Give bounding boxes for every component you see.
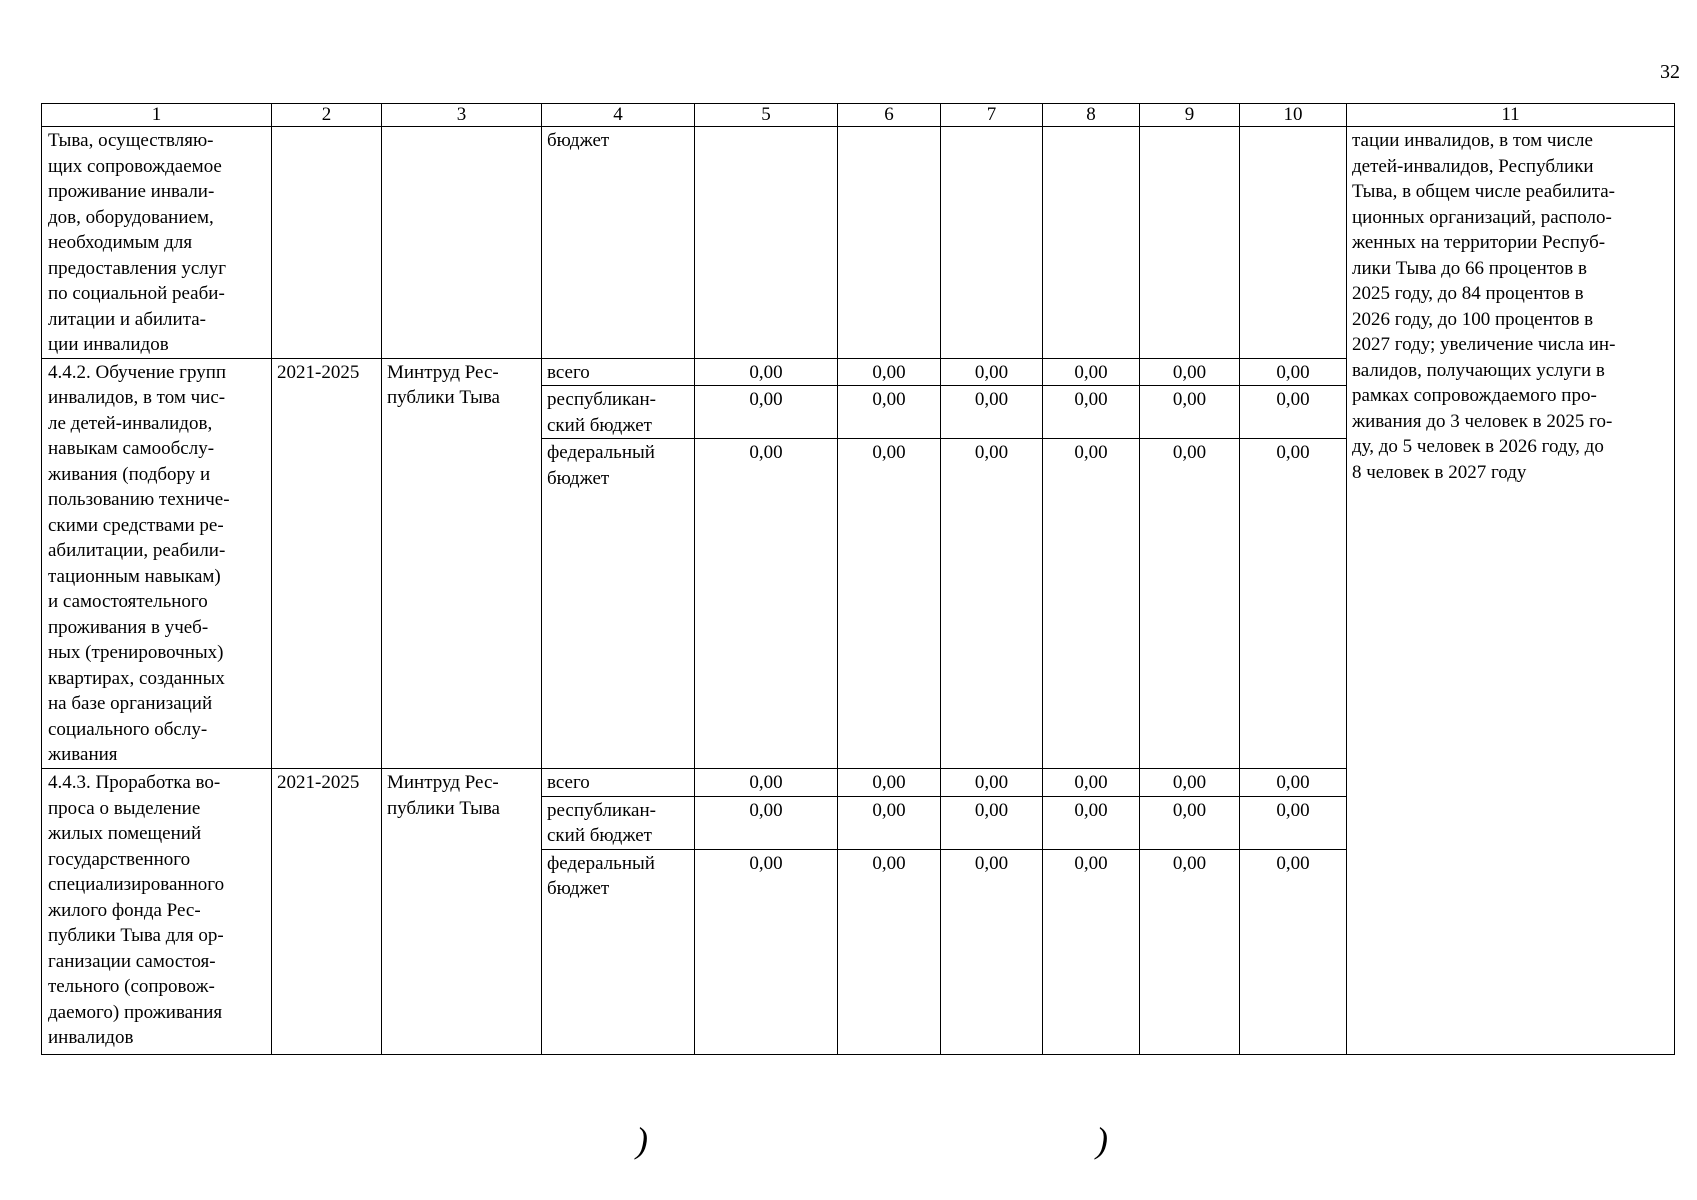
funding-source-cell: всего — [542, 358, 695, 386]
budget-table — [41, 103, 1675, 1055]
funding-source-cell: всего — [542, 769, 695, 797]
value-cell: 0,00 — [695, 386, 838, 439]
value-cell: 0,00 — [838, 386, 941, 439]
handwritten-mark: ) — [1096, 1120, 1108, 1160]
header-cell: 1 — [42, 104, 272, 127]
value-cell: 0,00 — [838, 439, 941, 769]
header-cell: 7 — [941, 104, 1043, 127]
period-cell — [272, 127, 382, 359]
funding-source-cell: бюджет — [542, 127, 695, 359]
value-cell: 0,00 — [838, 849, 941, 1054]
value-cell: 0,00 — [1140, 769, 1240, 797]
measure-name-cell: 4.4.2. Обучение групп инвалидов, в том чис- ле детей-инвалидов, навыкам самообслу- живания (подбору и пользованию техниче- скими средствами ре- абилитации, реабили- тационным навыкам) и самостоятельного проживания в учеб- ных (тренировочных) квартирах, созданных на базе организаций социального обслу- живания — [42, 358, 272, 769]
value-cell: 0,00 — [1140, 796, 1240, 849]
period-cell: 2021-2025 — [272, 358, 382, 769]
header-cell: 10 — [1240, 104, 1347, 127]
value-cell: 0,00 — [1043, 796, 1140, 849]
executor-cell — [382, 127, 542, 359]
value-cell: 0,00 — [1043, 358, 1140, 386]
value-cell: 0,00 — [695, 439, 838, 769]
header-cell: 5 — [695, 104, 838, 127]
value-cell: 0,00 — [838, 796, 941, 849]
value-cell: 0,00 — [941, 439, 1043, 769]
funding-source-cell: федеральный бюджет — [542, 849, 695, 1054]
value-cell: 0,00 — [1043, 386, 1140, 439]
value-cell: 0,00 — [1240, 439, 1347, 769]
measure-name-cell: Тыва, осуществляю- щих сопровождаемое проживание инвали- дов, оборудованием, необходимым для предоставления услуг по социальной реаби- литации и абилита- ции инвалидов — [42, 127, 272, 359]
period-cell: 2021-2025 — [272, 769, 382, 1055]
value-cell: 0,00 — [1140, 386, 1240, 439]
table-row — [42, 127, 1675, 359]
header-cell: 2 — [272, 104, 382, 127]
value-cell — [941, 127, 1043, 359]
header-cell: 8 — [1043, 104, 1140, 127]
value-cell: 0,00 — [695, 849, 838, 1054]
header-cell: 9 — [1140, 104, 1240, 127]
value-cell: 0,00 — [1240, 386, 1347, 439]
value-cell: 0,00 — [1043, 439, 1140, 769]
value-cell: 0,00 — [941, 769, 1043, 797]
funding-source-cell: федеральный бюджет — [542, 439, 695, 769]
value-cell: 0,00 — [941, 796, 1043, 849]
value-cell: 0,00 — [695, 796, 838, 849]
header-cell: 6 — [838, 104, 941, 127]
funding-source-cell: республикан- ский бюджет — [542, 796, 695, 849]
value-cell — [695, 127, 838, 359]
funding-source-cell: республикан- ский бюджет — [542, 386, 695, 439]
value-cell: 0,00 — [1240, 849, 1347, 1054]
value-cell: 0,00 — [941, 358, 1043, 386]
header-row — [42, 104, 1675, 127]
value-cell: 0,00 — [695, 769, 838, 797]
value-cell: 0,00 — [1240, 796, 1347, 849]
page-number: 32 — [1660, 61, 1680, 83]
value-cell: 0,00 — [1043, 849, 1140, 1054]
value-cell — [1140, 127, 1240, 359]
value-cell: 0,00 — [1140, 439, 1240, 769]
value-cell: 0,00 — [941, 849, 1043, 1054]
header-cell: 4 — [542, 104, 695, 127]
value-cell — [838, 127, 941, 359]
value-cell: 0,00 — [838, 358, 941, 386]
value-cell: 0,00 — [1140, 358, 1240, 386]
value-cell: 0,00 — [941, 386, 1043, 439]
value-cell: 0,00 — [1140, 849, 1240, 1054]
value-cell: 0,00 — [1240, 358, 1347, 386]
expected-result-cell: тации инвалидов, в том числе детей-инвалидов, Республики Тыва, в общем числе реабилита- ционных организаций, располо- женных на территории Респуб- лики Тыва до 66 процентов в 2025 году, до 84 процентов в 2026 году, до 100 процентов в 2027 году; увеличение числа ин- валидов, получающих услуги в рамках сопровождаемого про- живания до 3 человек в 2025 го- ду, до 5 человек в 2026 году, до 8 человек в 2027 году — [1347, 127, 1675, 1055]
value-cell: 0,00 — [1240, 769, 1347, 797]
value-cell — [1043, 127, 1140, 359]
executor-cell: Минтруд Рес- публики Тыва — [382, 358, 542, 769]
handwritten-mark: ) — [636, 1120, 648, 1160]
measure-name-cell: 4.4.3. Проработка во- проса о выделение жилых помещений государственного специализированного жилого фонда Рес- публики Тыва для ор- ганизации самостоя- тельного (сопровож- даемого) проживания инвалидов — [42, 769, 272, 1055]
value-cell: 0,00 — [1043, 769, 1140, 797]
header-cell: 11 — [1347, 104, 1675, 127]
value-cell: 0,00 — [695, 358, 838, 386]
executor-cell: Минтруд Рес- публики Тыва — [382, 769, 542, 1055]
value-cell: 0,00 — [838, 769, 941, 797]
header-cell: 3 — [382, 104, 542, 127]
value-cell — [1240, 127, 1347, 359]
